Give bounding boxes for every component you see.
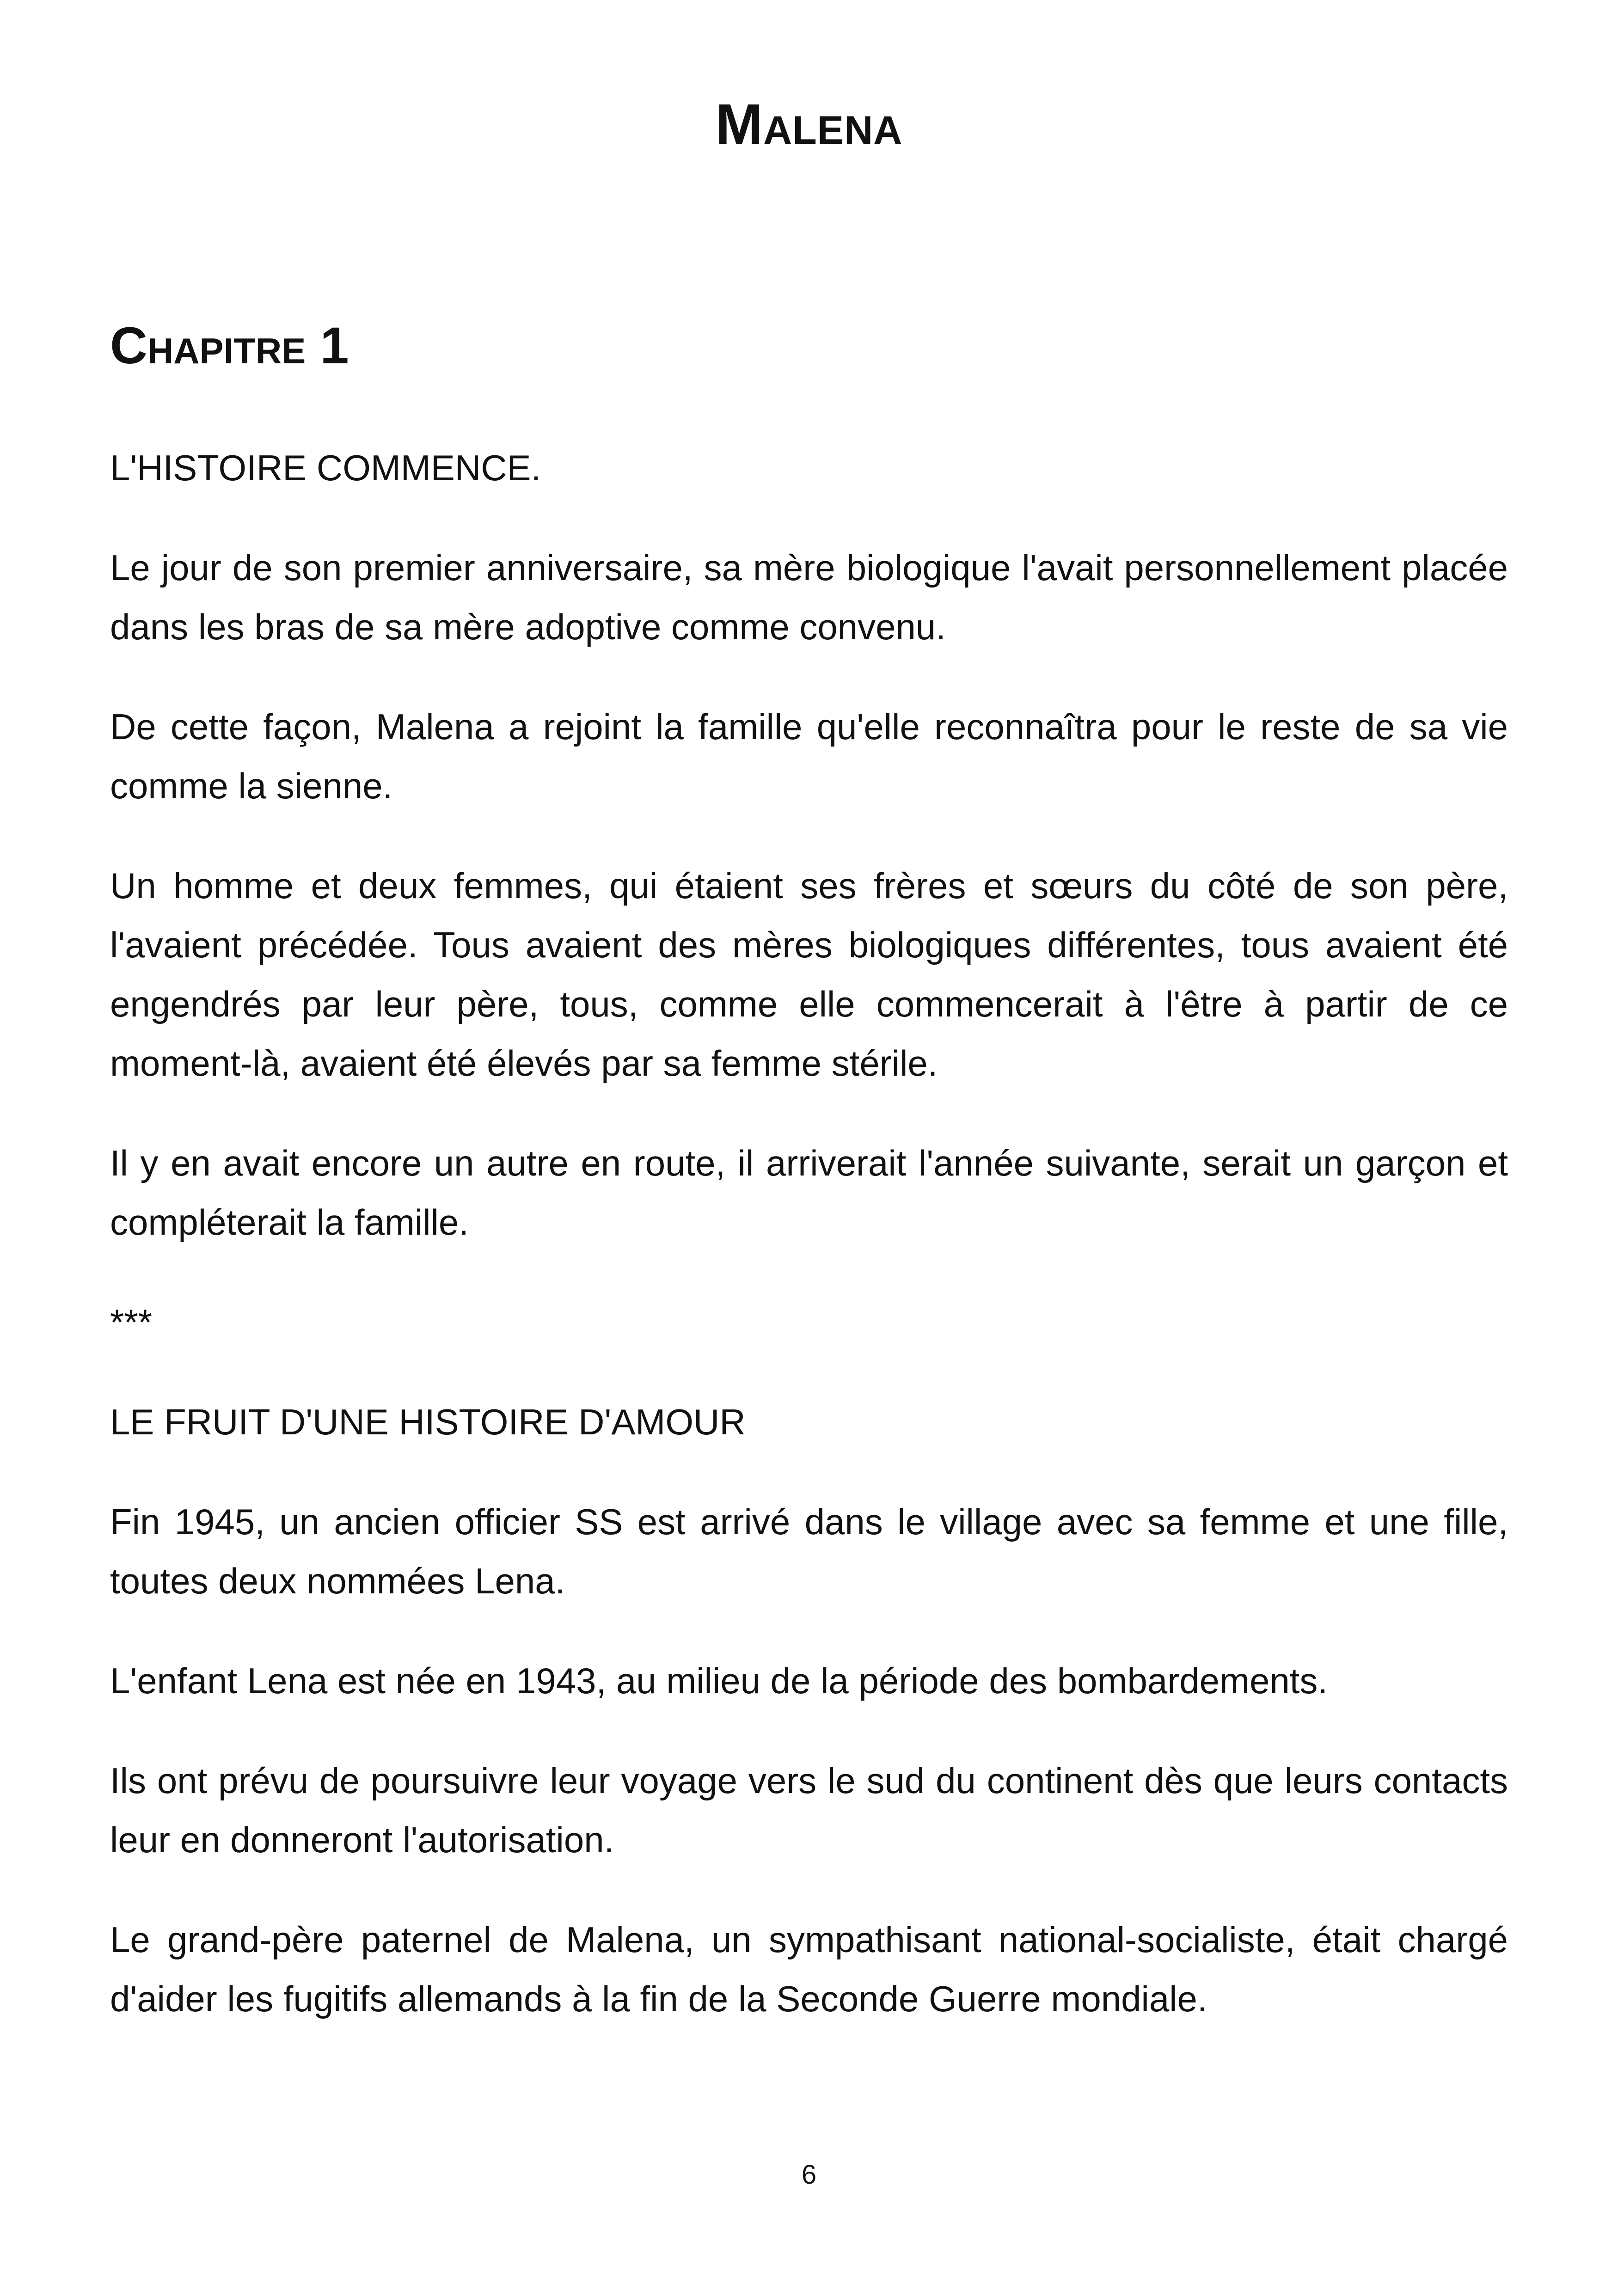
chapter-heading: Chapitre 1 <box>110 317 349 374</box>
paragraph: Un homme et deux femmes, qui étaient ses frères et sœurs du côté de son père, l'avaient précédée. Tous avaient des mères biologiques différentes, tous avaient été engendrés par leur père, tous, comme elle commencerait à l'être à partir de ce moment-là, avaient été élevés par sa femme stérile. <box>110 865 1508 1084</box>
body-text <box>110 438 1508 2069</box>
page-number: 6 <box>801 2160 817 2190</box>
paragraph: Ils ont prévu de poursuivre leur voyage vers le sud du continent dès que leurs contacts leur en donneront l'autorisation. <box>110 1760 1508 1860</box>
paragraph: L'enfant Lena est née en 1943, au milieu de la période des bombardements. <box>110 1660 1328 1701</box>
paragraph: Il y en avait encore un autre en route, il arriverait l'année suivante, serait un garçon et compléterait la famille. <box>110 1143 1508 1243</box>
paragraph: De cette façon, Malena a rejoint la famille qu'elle reconnaîtra pour le reste de sa vie comme la sienne. <box>110 706 1508 806</box>
paragraph: Le jour de son premier anniversaire, sa mère biologique l'avait personnellement placée dans les bras de sa mère adoptive comme convenu. <box>110 547 1508 647</box>
section-separator: *** <box>110 1302 153 1342</box>
section-heading-history-begins: L'HISTOIRE COMMENCE. <box>110 447 541 488</box>
paragraph: Fin 1945, un ancien officier SS est arrivé dans le village avec sa femme et une fille, toutes deux nommées Lena. <box>110 1501 1508 1601</box>
paragraph: Le grand-père paternel de Malena, un sympathisant national-socialiste, était chargé d'aider les fugitifs allemands à la fin de la Seconde Guerre mondiale. <box>110 1919 1508 2019</box>
document-title: Malena <box>715 93 903 156</box>
section-heading-love-story: LE FRUIT D'UNE HISTOIRE D'AMOUR <box>110 1402 746 1442</box>
